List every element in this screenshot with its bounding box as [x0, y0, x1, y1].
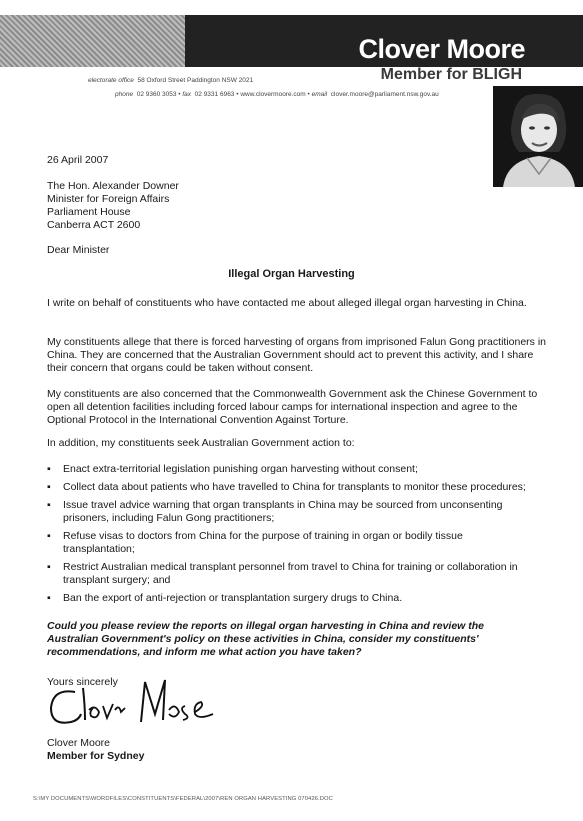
member-prefix: Member — [380, 66, 442, 83]
bullet-icon: ▪ — [47, 481, 51, 493]
handwritten-signature — [45, 670, 225, 735]
paragraph: In addition, my constituents seek Australian Government action to: — [47, 437, 355, 449]
recipient-line: Canberra ACT 2600 — [47, 219, 141, 231]
bullet-icon: ▪ — [47, 499, 51, 511]
list-item-text: Ban the export of anti-rejection or transplantation surgery drugs to China. — [63, 592, 403, 604]
recipient-line: The Hon. Alexander Downer — [47, 180, 179, 192]
list-item — [47, 530, 527, 556]
email-address: clover.moore@parliament.nsw.gov.au — [330, 91, 439, 98]
bullet-icon: ▪ — [47, 561, 51, 573]
fax-label: fax — [182, 91, 192, 98]
recipient-address — [47, 180, 179, 232]
contact-office — [88, 77, 253, 84]
signer-name: Clover Moore — [47, 737, 111, 749]
phone-label: phone — [115, 91, 134, 98]
list-item-text: Enact extra-territorial legislation punishing organ harvesting without consent; — [63, 463, 418, 475]
recipient-line: Minister for Foreign Affairs — [47, 193, 170, 205]
letterhead-member — [381, 66, 522, 84]
office-address: 58 Oxford Street Paddington NSW 2021 — [137, 77, 254, 84]
bullet-icon: ▪ — [47, 592, 51, 604]
fax-number: 02 9331 6963 — [194, 91, 235, 98]
signoff: Yours sincerely — [47, 676, 118, 688]
website: www.clovermoore.com — [240, 91, 306, 98]
paragraph: My constituents are also concerned that the Commonwealth Government ask the Chinese Government to open all detention facilities including forced labour camps for international inspection and agree to the Optional Protocol in the International Convention Against Torture. — [47, 388, 538, 426]
list-item — [47, 481, 527, 494]
closing-request: Could you please review the reports on illegal organ harvesting in China and review the Australian Government's policy on these activities in China, consider my constituents' recommendations, and inform me what action you have taken? — [47, 620, 485, 658]
letterhead-name: Clover Moore — [358, 34, 525, 64]
bullet-icon: ▪ — [47, 463, 51, 475]
bullet-icon: ▪ — [47, 530, 51, 542]
signer-title: Member for Sydney — [47, 750, 145, 762]
list-item — [47, 499, 527, 525]
paragraph: My constituents allege that there is forced harvesting of organs from imprisoned Falun Gong practitioners in China. They are concerned that the Australian Government should act to prevent this activity, and I share their concern that organs could be taken without consent. — [47, 336, 547, 374]
contact-details: phone 02 9360 3053 • fax 02 9331 6963 • www.clovermoore.com • email clover.moore@parliament.nsw.gov.au — [115, 91, 439, 98]
recipient-line: Parliament House — [47, 206, 131, 218]
list-item-text: Restrict Australian medical transplant personnel from travel to China for training or collaboration in transplant surgery; and — [63, 561, 518, 586]
list-item — [47, 463, 527, 476]
letter-subject: Illegal Organ Harvesting — [228, 268, 355, 280]
member-electorate: for BLIGH — [446, 66, 522, 83]
list-item-text: Collect data about patients who have travelled to China for transplants to monitor these procedures; — [63, 481, 526, 493]
paragraph: I write on behalf of constituents who have contacted me about alleged illegal organ harvesting in China. — [47, 297, 527, 309]
list-item-text: Refuse visas to doctors from China for the purpose of training in organ or bodily tissue transplantation; — [63, 530, 463, 555]
salutation: Dear Minister — [47, 244, 110, 256]
email-label: email — [311, 91, 328, 98]
member-portrait-photo — [493, 86, 583, 187]
action-list — [47, 463, 527, 610]
phone-number: 02 9360 3053 — [136, 91, 177, 98]
file-path-footer: S:\MY DOCUMENTS\WORDFILES\CONSTITUENTS\FEDERAL\2007\REN ORGAN HARVESTING 070426.DOC — [33, 796, 333, 802]
office-label: electorate office — [88, 77, 134, 84]
list-item — [47, 561, 527, 587]
letter-date: 26 April 2007 — [47, 154, 109, 166]
list-item-text: Issue travel advice warning that organ transplants in China may be sourced from unconsenting prisoners, including Falun Gong practitioners; — [63, 499, 503, 524]
list-item — [47, 592, 527, 605]
